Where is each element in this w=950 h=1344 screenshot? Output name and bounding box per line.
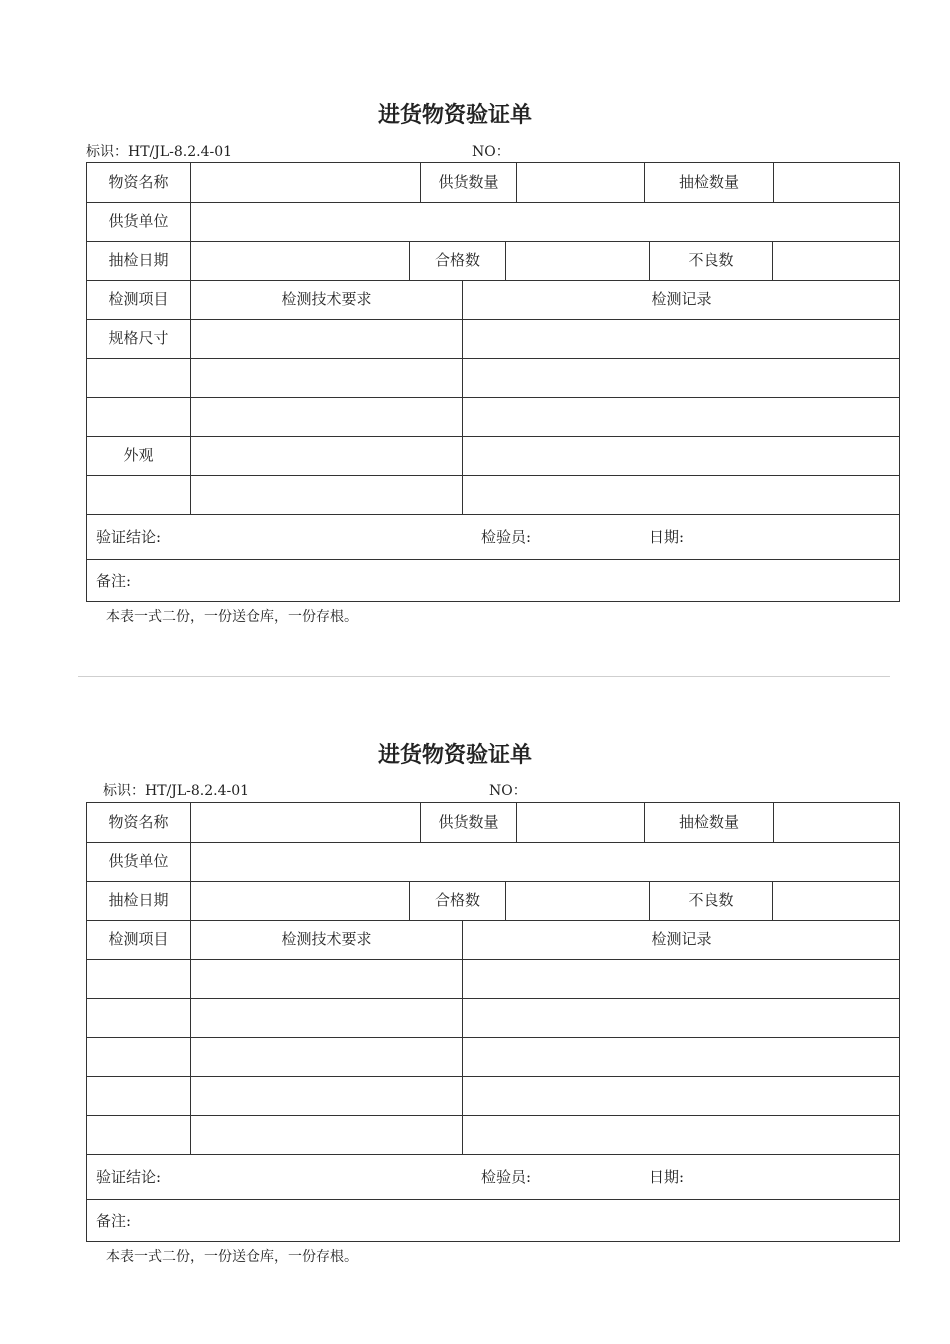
form-id [86, 143, 232, 161]
test-item-row-2 [87, 358, 190, 396]
sample-date-label: 抽检日期 [108, 251, 169, 269]
supply-qty-label: 供货数量 [438, 173, 499, 191]
remarks-label: 备注: [96, 572, 132, 590]
footnote: 本表一式二份，一份送仓库，一份存根。 [106, 1249, 358, 1265]
form-id-label: 标识： [86, 144, 128, 160]
conclusion-label: 验证结论: [96, 1168, 162, 1186]
date-label: 日期: [649, 528, 685, 546]
supply-qty-field[interactable] [517, 163, 644, 201]
form-id-label: 标识： [103, 783, 145, 799]
defect-count-label: 不良数 [688, 891, 734, 909]
date-label: 日期: [649, 1168, 685, 1186]
pass-count-label: 合格数 [434, 891, 480, 909]
form-number: NO： [489, 783, 527, 799]
defect-count-field[interactable] [773, 881, 900, 919]
sample-date-label: 抽检日期 [108, 891, 169, 909]
test-item-row-4 [87, 1076, 190, 1114]
verification-form-1 [0, 100, 950, 660]
supplier-field[interactable] [191, 202, 899, 240]
tech-req-header: 检测技术要求 [281, 290, 372, 308]
test-item-header: 检测项目 [108, 930, 169, 948]
material-name-field[interactable] [191, 803, 420, 841]
form-table [86, 802, 900, 1242]
sample-qty-label: 抽检数量 [678, 813, 739, 831]
remarks-label: 备注: [96, 1212, 132, 1230]
test-item-row-2 [87, 998, 190, 1036]
test-item-row-5 [87, 1115, 190, 1153]
test-item-row-3 [87, 397, 190, 435]
pass-count-label: 合格数 [434, 251, 480, 269]
supplier-label: 供货单位 [108, 852, 169, 870]
form-number: NO： [472, 144, 510, 160]
test-item-row-4: 外观 [123, 446, 154, 464]
defect-count-field[interactable] [773, 241, 900, 279]
sample-qty-field[interactable] [774, 163, 900, 201]
form-id-value: HT/JL-8.2.4-01 [128, 144, 233, 160]
test-item-row-1: 规格尺寸 [108, 329, 169, 347]
form-id [103, 782, 249, 800]
defect-count-label: 不良数 [688, 251, 734, 269]
sample-date-field[interactable] [191, 241, 409, 279]
verification-form-2 [0, 740, 950, 1300]
sample-qty-label: 抽检数量 [678, 173, 739, 191]
form-table [86, 162, 900, 602]
pass-count-field[interactable] [506, 241, 649, 279]
conclusion-label: 验证结论: [96, 528, 162, 546]
test-item-row-1 [87, 959, 190, 997]
test-record-header: 检测记录 [651, 290, 712, 308]
material-name-label: 物资名称 [108, 813, 169, 831]
material-name-field[interactable] [191, 163, 420, 201]
supply-qty-field[interactable] [517, 803, 644, 841]
supply-qty-label: 供货数量 [438, 813, 499, 831]
supplier-field[interactable] [191, 842, 899, 880]
sample-date-field[interactable] [191, 881, 409, 919]
pass-count-field[interactable] [506, 881, 649, 919]
material-name-label: 物资名称 [108, 173, 169, 191]
test-item-header: 检测项目 [108, 290, 169, 308]
form-id-value: HT/JL-8.2.4-01 [145, 783, 250, 799]
test-record-header: 检测记录 [651, 930, 712, 948]
page-divider [78, 676, 890, 677]
sample-qty-field[interactable] [774, 803, 900, 841]
tech-req-header: 检测技术要求 [281, 930, 372, 948]
test-item-row-3 [87, 1037, 190, 1075]
inspector-label: 检验员: [481, 528, 532, 546]
form-title: 进货物资验证单 [377, 103, 532, 128]
form-title: 进货物资验证单 [377, 743, 532, 768]
supplier-label: 供货单位 [108, 212, 169, 230]
footnote: 本表一式二份，一份送仓库，一份存根。 [106, 609, 358, 625]
inspector-label: 检验员: [481, 1168, 532, 1186]
test-item-row-5 [87, 475, 190, 513]
